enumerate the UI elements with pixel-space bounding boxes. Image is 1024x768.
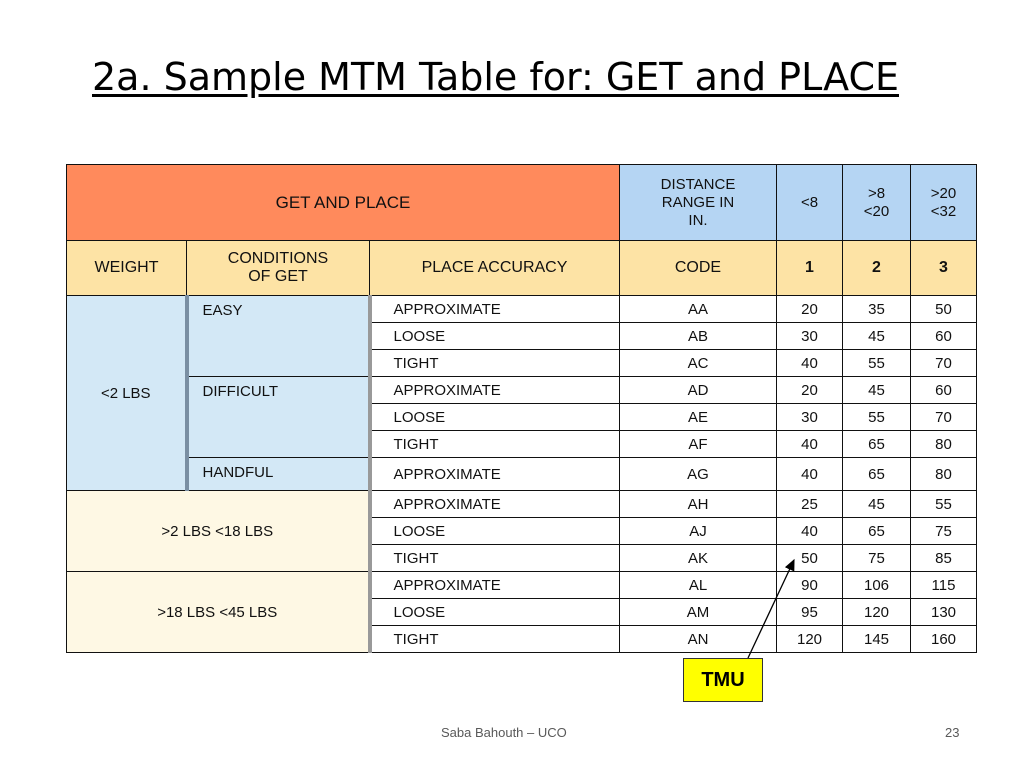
value-cell: 45 xyxy=(843,377,911,404)
accuracy-cell: LOOSE xyxy=(370,518,620,545)
weight-cell: >2 LBS <18 LBS xyxy=(67,491,370,572)
col-header-1: 1 xyxy=(777,241,843,296)
value-cell: 30 xyxy=(777,323,843,350)
condition-cell: EASY xyxy=(187,296,370,377)
code-cell: AN xyxy=(620,626,777,653)
value-cell: 75 xyxy=(843,545,911,572)
accuracy-cell: TIGHT xyxy=(370,350,620,377)
accuracy-cell: LOOSE xyxy=(370,323,620,350)
value-cell: 50 xyxy=(911,296,977,323)
accuracy-cell: TIGHT xyxy=(370,431,620,458)
value-cell: 40 xyxy=(777,350,843,377)
value-cell: 20 xyxy=(777,296,843,323)
value-cell: 30 xyxy=(777,404,843,431)
value-cell: 95 xyxy=(777,599,843,626)
accuracy-cell: APPROXIMATE xyxy=(370,377,620,404)
code-cell: AA xyxy=(620,296,777,323)
value-cell: 35 xyxy=(843,296,911,323)
distance-range-header: DISTANCE RANGE IN IN. xyxy=(620,165,777,241)
condition-cell: DIFFICULT xyxy=(187,377,370,458)
arrow-line xyxy=(748,560,794,658)
value-cell: 20 xyxy=(777,377,843,404)
value-cell: 50 xyxy=(777,545,843,572)
value-cell: 120 xyxy=(777,626,843,653)
accuracy-cell: APPROXIMATE xyxy=(370,458,620,491)
conditions-header: CONDITIONS OF GET xyxy=(187,241,370,296)
col-header-2: 2 xyxy=(843,241,911,296)
code-cell: AE xyxy=(620,404,777,431)
value-cell: 55 xyxy=(911,491,977,518)
value-cell: 60 xyxy=(911,377,977,404)
value-cell: 65 xyxy=(843,458,911,491)
code-cell: AJ xyxy=(620,518,777,545)
code-cell: AF xyxy=(620,431,777,458)
value-cell: 145 xyxy=(843,626,911,653)
code-cell: AM xyxy=(620,599,777,626)
code-header: CODE xyxy=(620,241,777,296)
col-header-3: 3 xyxy=(911,241,977,296)
value-cell: 75 xyxy=(911,518,977,545)
code-cell: AH xyxy=(620,491,777,518)
value-cell: 40 xyxy=(777,458,843,491)
range-header-2: >8 <20 xyxy=(843,165,911,241)
value-cell: 45 xyxy=(843,491,911,518)
value-cell: 55 xyxy=(843,404,911,431)
value-cell: 106 xyxy=(843,572,911,599)
weight-cell: >18 LBS <45 LBS xyxy=(67,572,370,653)
footer-author: Saba Bahouth – UCO xyxy=(441,725,567,740)
accuracy-cell: TIGHT xyxy=(370,626,620,653)
value-cell: 65 xyxy=(843,431,911,458)
value-cell: 60 xyxy=(911,323,977,350)
accuracy-cell: APPROXIMATE xyxy=(370,491,620,518)
range-header-3: >20 <32 xyxy=(911,165,977,241)
value-cell: 40 xyxy=(777,518,843,545)
code-cell: AC xyxy=(620,350,777,377)
weight-cell: <2 LBS xyxy=(67,296,187,491)
code-cell: AG xyxy=(620,458,777,491)
value-cell: 40 xyxy=(777,431,843,458)
accuracy-cell: APPROXIMATE xyxy=(370,296,620,323)
value-cell: 160 xyxy=(911,626,977,653)
range-header-1: <8 xyxy=(777,165,843,241)
accuracy-cell: APPROXIMATE xyxy=(370,572,620,599)
weight-header: WEIGHT xyxy=(67,241,187,296)
condition-cell: HANDFUL xyxy=(187,458,370,491)
value-cell: 120 xyxy=(843,599,911,626)
code-cell: AK xyxy=(620,545,777,572)
value-cell: 80 xyxy=(911,431,977,458)
value-cell: 25 xyxy=(777,491,843,518)
value-cell: 45 xyxy=(843,323,911,350)
tmu-callout: TMU xyxy=(683,658,763,702)
value-cell: 90 xyxy=(777,572,843,599)
code-cell: AB xyxy=(620,323,777,350)
value-cell: 70 xyxy=(911,404,977,431)
code-cell: AD xyxy=(620,377,777,404)
value-cell: 130 xyxy=(911,599,977,626)
value-cell: 70 xyxy=(911,350,977,377)
value-cell: 80 xyxy=(911,458,977,491)
value-cell: 115 xyxy=(911,572,977,599)
accuracy-cell: TIGHT xyxy=(370,545,620,572)
value-cell: 55 xyxy=(843,350,911,377)
value-cell: 65 xyxy=(843,518,911,545)
slide-title: 2a. Sample MTM Table for: GET and PLACE xyxy=(92,55,899,99)
accuracy-cell: LOOSE xyxy=(370,404,620,431)
place-accuracy-header: PLACE ACCURACY xyxy=(370,241,620,296)
code-cell: AL xyxy=(620,572,777,599)
value-cell: 85 xyxy=(911,545,977,572)
accuracy-cell: LOOSE xyxy=(370,599,620,626)
get-and-place-header: GET AND PLACE xyxy=(67,165,620,241)
page-number: 23 xyxy=(945,725,960,740)
